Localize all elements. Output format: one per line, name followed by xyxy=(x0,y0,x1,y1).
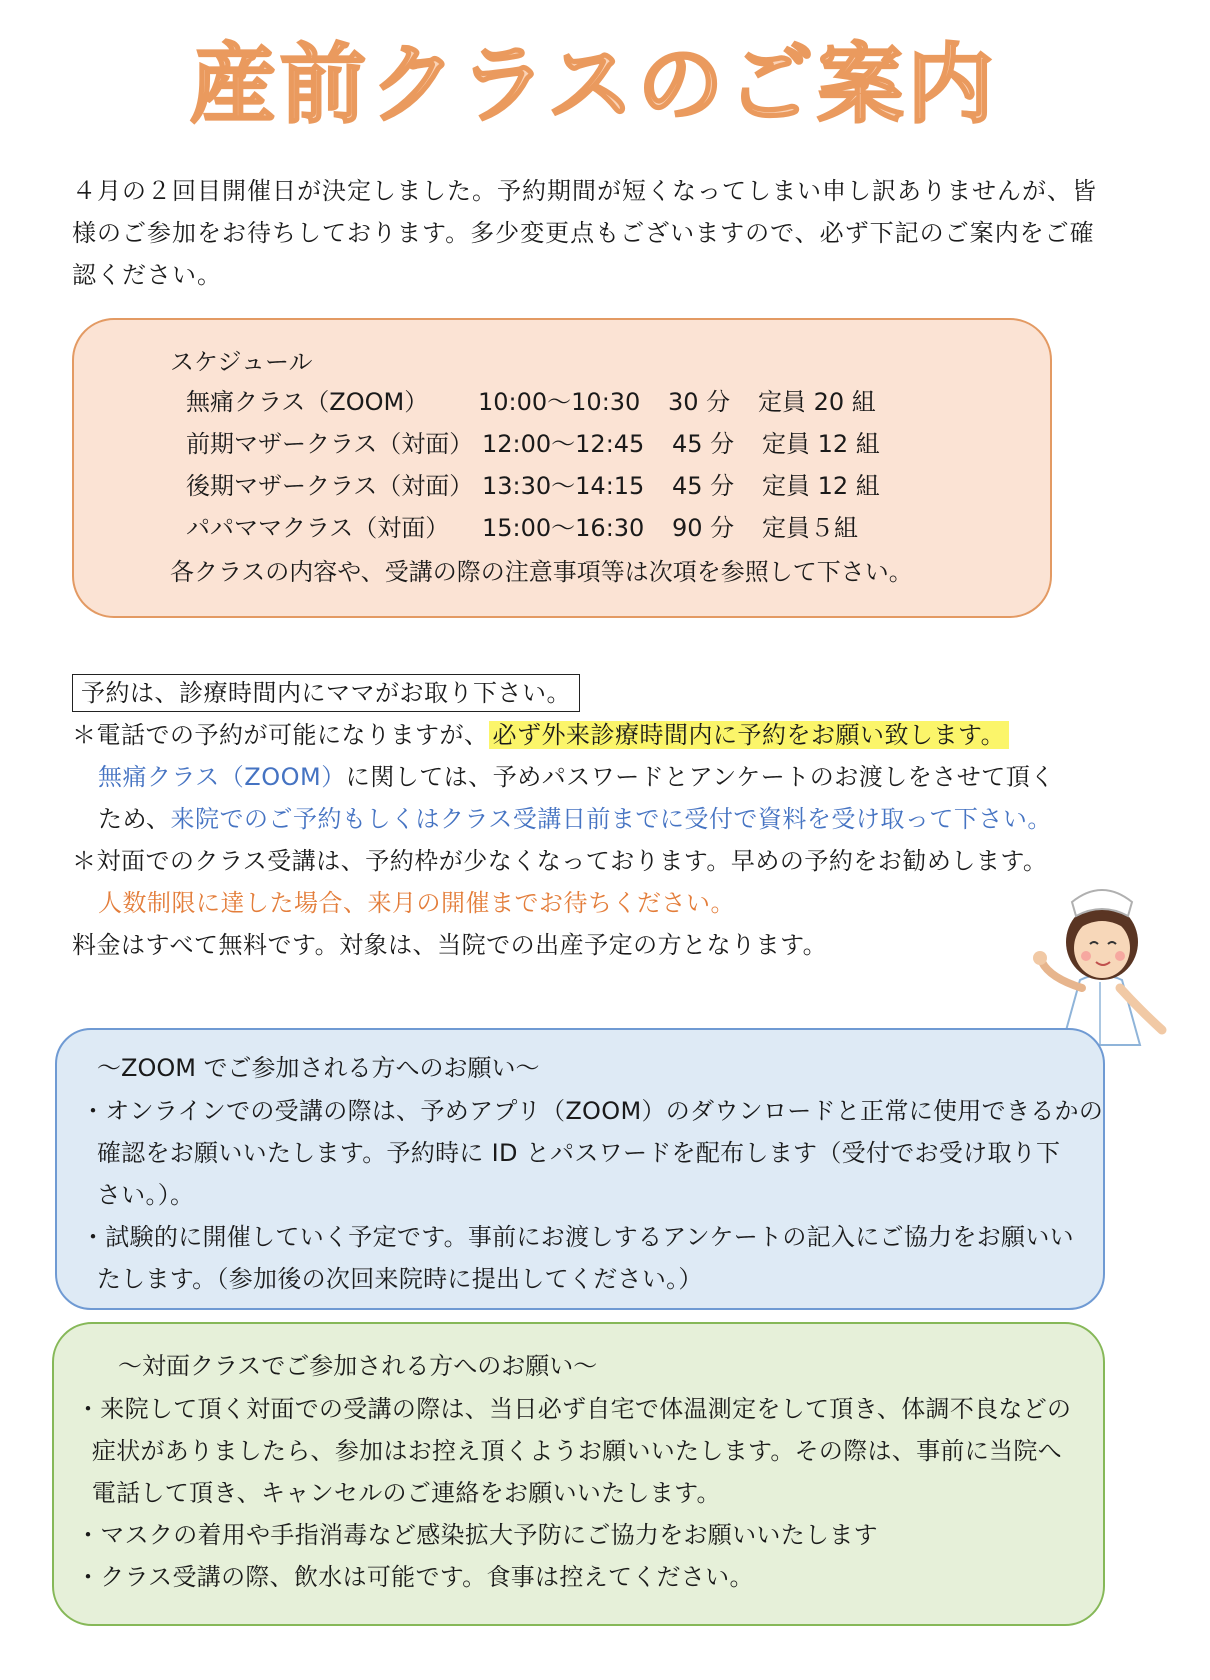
face-notice-line: ・来院して頂く対面での受講の際は、当日必ず自宅で体温測定をして頂き、体調不良などの xyxy=(76,1395,1072,1423)
class-capacity: 定員 20 組 xyxy=(758,388,876,416)
class-name: 前期マザークラス（対面） xyxy=(186,430,474,458)
intro-line: 様のご参加をお待ちしております。多少変更点もございますので、必ず下記のご案内をご確 xyxy=(72,219,1095,247)
face-reservation-text: ＊対面でのクラス受講は、予約枠が少なくなっております。早めの予約をお勧めします。 xyxy=(72,847,1048,875)
reservation-boxed-notice: 予約は、診療時間内にママがお取り下さい。 xyxy=(72,674,580,712)
fee-text: 料金はすべて無料です。対象は、当院での出産予定の方となります。 xyxy=(72,931,828,959)
zoom-class-instruction: 来院でのご予約もしくはクラス受講日前までに受付で資料を受け取って下さい。 xyxy=(170,805,1052,833)
class-time: 13:30～14:15 xyxy=(482,472,645,500)
class-duration: 30 分 xyxy=(668,388,731,416)
schedule-row xyxy=(74,466,1054,506)
class-duration: 45 分 xyxy=(672,430,735,458)
face-notice-body xyxy=(76,1388,1096,1598)
schedule-note: 各クラスの内容や、受講の際の注意事項等は次項を参照して下さい。 xyxy=(170,558,913,586)
class-time: 10:00～10:30 xyxy=(478,388,641,416)
class-capacity: 定員 12 組 xyxy=(762,472,880,500)
schedule-heading: スケジュール xyxy=(170,348,313,376)
class-capacity: 定員５組 xyxy=(762,514,858,542)
schedule-row xyxy=(74,508,1054,548)
class-name: 後期マザークラス（対面） xyxy=(186,472,474,500)
face-notice-box xyxy=(52,1322,1105,1626)
intro-line: 認ください。 xyxy=(72,261,222,289)
class-duration: 90 分 xyxy=(672,514,735,542)
face-notice-line: 電話して頂き、キャンセルのご連絡をお願いいたします。 xyxy=(76,1479,721,1507)
page-title: 産前クラスのご案内 xyxy=(190,35,998,135)
zoom-notice-body xyxy=(81,1090,1104,1300)
zoom-notice-line: たします。（参加後の次回来院時に提出してください。） xyxy=(81,1265,703,1293)
zoom-notice-title: ～ZOOM でご参加される方へのお願い～ xyxy=(97,1054,540,1082)
face-notice-line: 症状がありましたら、参加はお控え頂くようお願いいたします。その際は、事前に当院へ xyxy=(76,1437,1062,1465)
capacity-limit-text: 人数制限に達した場合、来月の開催までお待ちください。 xyxy=(98,889,735,917)
face-notice-line: ・マスクの着用や手指消毒など感染拡大予防にご協力をお願いいたします xyxy=(76,1521,878,1549)
class-capacity: 定員 12 組 xyxy=(762,430,880,458)
class-time: 12:00～12:45 xyxy=(482,430,645,458)
class-duration: 45 分 xyxy=(672,472,735,500)
zoom-notice-line: 確認をお願いいたします。予約時に ID とパスワードを配布します（受付でお受け取り下 xyxy=(81,1139,1061,1167)
zoom-notice-line: ・試験的に開催していく予定です。事前にお渡しするアンケートの記入にご協力をお願いい xyxy=(81,1223,1074,1251)
intro-paragraph xyxy=(72,170,1097,296)
class-time: 15:00～16:30 xyxy=(482,514,645,542)
schedule-box xyxy=(72,318,1052,618)
phone-highlight-text: 必ず外来診療時間内に予約をお願い致します。 xyxy=(489,721,1010,749)
zoom-class-text: に関しては、予めパスワードとアンケートのお渡しをさせて頂く xyxy=(345,763,1055,791)
schedule-row xyxy=(74,382,1054,422)
class-name: パパママクラス（対面） xyxy=(186,514,450,542)
intro-line: ４月の２回目開催日が決定しました。予約期間が短くなってしまい申し訳ありませんが、皆 xyxy=(72,177,1097,205)
zoom-class-text-2: ため、 xyxy=(98,805,171,833)
reservation-section xyxy=(72,672,1132,966)
phone-reservation-text: ＊電話での予約が可能になりますが、 xyxy=(72,721,489,749)
nurse-illustration xyxy=(1030,870,1170,1050)
schedule-row xyxy=(74,424,1054,464)
zoom-class-label: 無痛クラス（ZOOM） xyxy=(98,763,346,791)
zoom-notice-line: ・オンラインでの受講の際は、予めアプリ（ZOOM）のダウンロードと正常に使用できるかの xyxy=(81,1097,1104,1125)
face-notice-title: ～対面クラスでご参加される方へのお願い～ xyxy=(118,1352,598,1380)
face-notice-line: ・クラス受講の際、飲水は可能です。食事は控えてください。 xyxy=(76,1563,754,1591)
zoom-notice-line: さい。）。 xyxy=(81,1181,195,1209)
class-name: 無痛クラス（ZOOM） xyxy=(186,388,429,416)
zoom-notice-box xyxy=(55,1028,1105,1310)
